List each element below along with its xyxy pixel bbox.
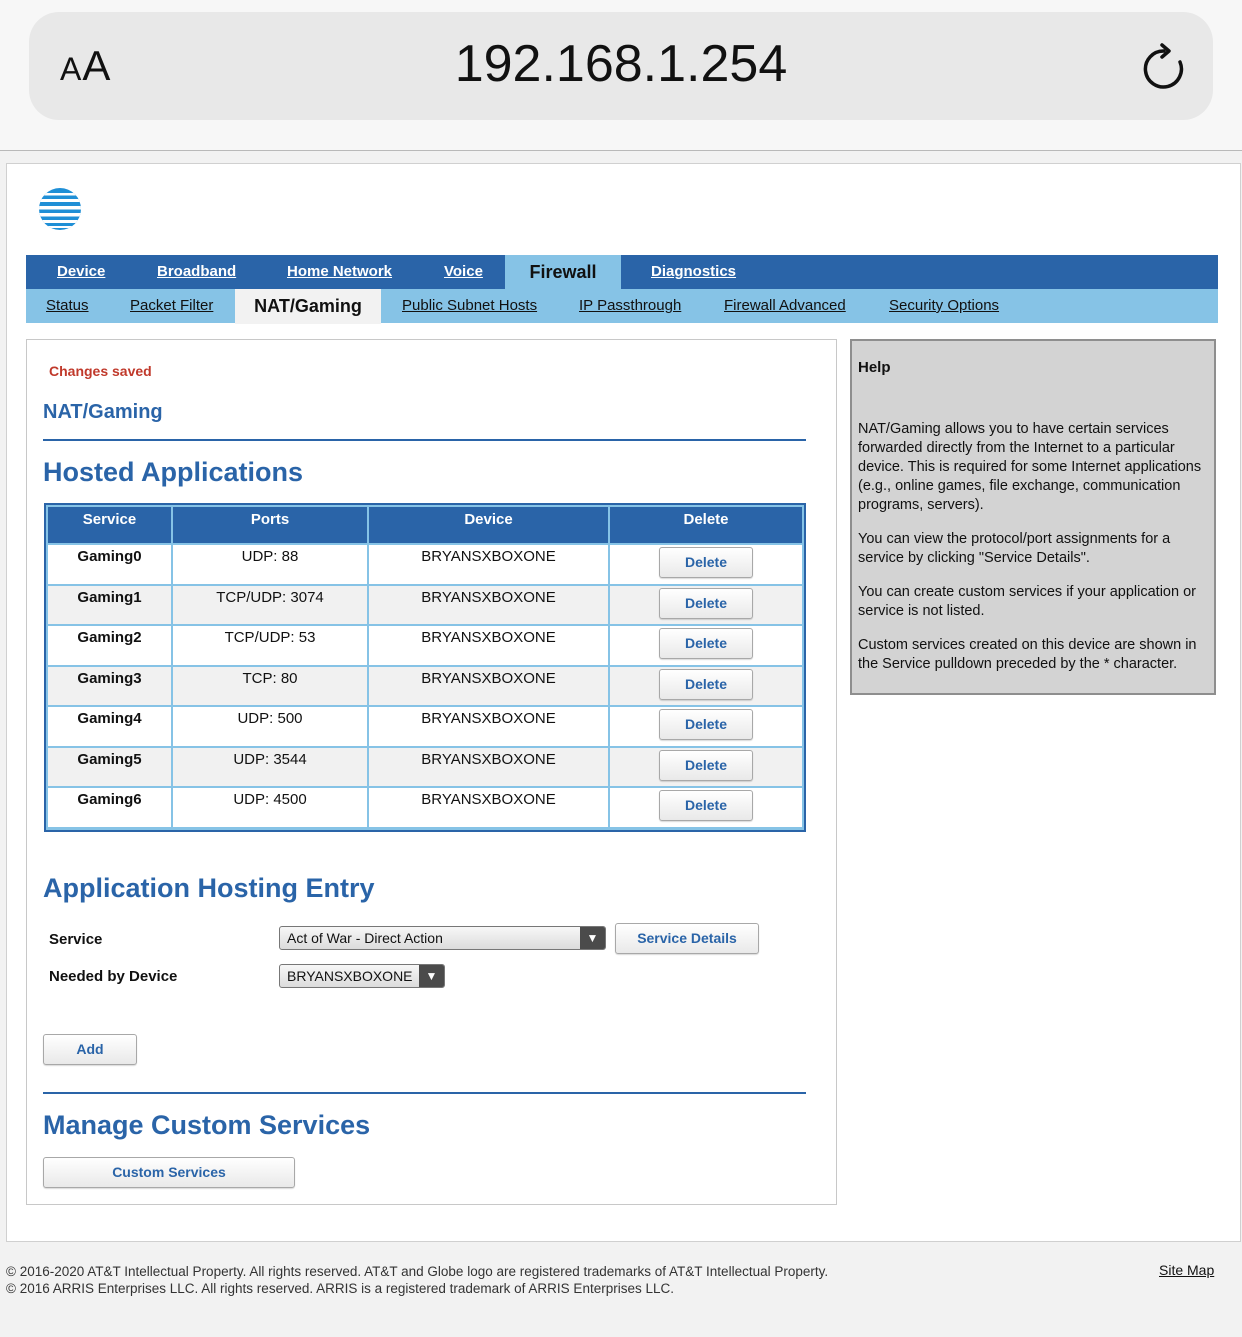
att-globe-logo bbox=[38, 187, 82, 231]
device-cell: BRYANSXBOXONE bbox=[369, 586, 608, 625]
router-page bbox=[6, 163, 1241, 1242]
site-map-link[interactable]: Site Map bbox=[1159, 1262, 1215, 1278]
service-cell: Gaming4 bbox=[48, 707, 171, 746]
ports-cell: UDP: 500 bbox=[173, 707, 367, 746]
service-cell: Gaming3 bbox=[48, 667, 171, 706]
nav-firewall[interactable]: Firewall bbox=[505, 255, 621, 289]
nav-broadband[interactable]: Broadband bbox=[157, 263, 237, 280]
ports-cell: UDP: 88 bbox=[173, 545, 367, 584]
delete-button[interactable]: Delete bbox=[659, 709, 753, 740]
help-panel bbox=[850, 339, 1216, 695]
footer-copyright bbox=[6, 1263, 828, 1297]
subnav-firewall-advanced[interactable]: Firewall Advanced bbox=[724, 297, 846, 314]
service-cell: Gaming5 bbox=[48, 748, 171, 787]
subnav-nat-gaming[interactable]: NAT/Gaming bbox=[235, 289, 381, 324]
device-cell: BRYANSXBOXONE bbox=[369, 626, 608, 665]
table-row bbox=[48, 545, 802, 584]
column-header-ports: Ports bbox=[173, 507, 367, 543]
delete-button[interactable]: Delete bbox=[659, 750, 753, 781]
custom-services-button[interactable]: Custom Services bbox=[43, 1157, 295, 1188]
device-select[interactable] bbox=[279, 964, 445, 988]
hosted-applications-table bbox=[44, 503, 806, 832]
nav-home-network[interactable]: Home Network bbox=[287, 263, 393, 280]
help-body bbox=[858, 420, 1216, 689]
subnav-public-subnet-hosts[interactable]: Public Subnet Hosts bbox=[402, 297, 538, 314]
subnav-status[interactable]: Status bbox=[46, 297, 89, 314]
needed-by-device-label: Needed by Device bbox=[49, 968, 178, 985]
help-paragraph: You can view the protocol/port assignments for a service by clicking "Service Details". bbox=[858, 531, 1171, 566]
service-cell: Gaming6 bbox=[48, 788, 171, 827]
help-paragraph: Custom services created on this device are shown in the Service pulldown preceded by the * character. bbox=[858, 637, 1197, 672]
reload-icon[interactable] bbox=[1139, 42, 1189, 92]
table-row bbox=[48, 748, 802, 787]
url-text[interactable]: 192.168.1.254 bbox=[454, 35, 788, 93]
table-row bbox=[48, 586, 802, 625]
device-cell: BRYANSXBOXONE bbox=[369, 707, 608, 746]
dropdown-arrow-icon: ▼ bbox=[580, 927, 605, 949]
hosted-applications-title: Hosted Applications bbox=[43, 457, 304, 487]
ports-cell: TCP/UDP: 3074 bbox=[173, 586, 367, 625]
help-title: Help bbox=[858, 359, 891, 376]
delete-cell bbox=[610, 545, 802, 584]
service-cell: Gaming1 bbox=[48, 586, 171, 625]
delete-button[interactable]: Delete bbox=[659, 790, 753, 821]
column-header-device: Device bbox=[369, 507, 608, 543]
subnav-ip-passthrough[interactable]: IP Passthrough bbox=[579, 297, 682, 314]
delete-cell bbox=[610, 707, 802, 746]
browser-toolbar bbox=[0, 0, 1242, 151]
ports-cell: UDP: 4500 bbox=[173, 788, 367, 827]
help-paragraph: NAT/Gaming allows you to have certain services forwarded directly from the Internet to a particular device. This is required for some Internet applications (e.g., online games, file exchange, communication programs, servers). bbox=[858, 421, 1202, 513]
column-header-service: Service bbox=[48, 507, 171, 543]
divider bbox=[43, 1092, 806, 1094]
subnav-security-options[interactable]: Security Options bbox=[889, 297, 1000, 314]
help-paragraph: You can create custom services if your application or service is not listed. bbox=[858, 584, 1196, 619]
ports-cell: TCP/UDP: 53 bbox=[173, 626, 367, 665]
ports-cell: TCP: 80 bbox=[173, 667, 367, 706]
nav-device[interactable]: Device bbox=[57, 263, 106, 280]
ports-cell: UDP: 3544 bbox=[173, 748, 367, 787]
delete-cell bbox=[610, 586, 802, 625]
column-header-delete: Delete bbox=[610, 507, 802, 543]
status-message: Changes saved bbox=[49, 363, 152, 379]
manage-custom-services-title: Manage Custom Services bbox=[43, 1110, 371, 1140]
divider bbox=[43, 439, 806, 441]
delete-cell bbox=[610, 667, 802, 706]
service-label: Service bbox=[49, 931, 103, 948]
nav-diagnostics[interactable]: Diagnostics bbox=[651, 263, 737, 280]
secondary-nav bbox=[26, 289, 1218, 323]
delete-cell bbox=[610, 788, 802, 827]
device-cell: BRYANSXBOXONE bbox=[369, 788, 608, 827]
page-title: NAT/Gaming bbox=[43, 401, 163, 423]
application-hosting-entry-title: Application Hosting Entry bbox=[43, 873, 375, 903]
table-row bbox=[48, 667, 802, 706]
primary-nav bbox=[26, 255, 1218, 289]
text-size-small-a: A bbox=[60, 51, 83, 87]
nav-voice[interactable]: Voice bbox=[444, 263, 483, 280]
dropdown-arrow-icon: ▼ bbox=[419, 965, 444, 987]
add-button[interactable]: Add bbox=[43, 1034, 137, 1065]
service-details-button[interactable]: Service Details bbox=[615, 923, 759, 954]
table-row bbox=[48, 707, 802, 746]
content-panel bbox=[26, 339, 837, 1205]
table-row bbox=[48, 626, 802, 665]
service-cell: Gaming0 bbox=[48, 545, 171, 584]
subnav-packet-filter[interactable]: Packet Filter bbox=[130, 297, 214, 314]
delete-cell bbox=[610, 626, 802, 665]
device-cell: BRYANSXBOXONE bbox=[369, 748, 608, 787]
service-cell: Gaming2 bbox=[48, 626, 171, 665]
table-row bbox=[48, 788, 802, 827]
delete-button[interactable]: Delete bbox=[659, 547, 753, 578]
delete-button[interactable]: Delete bbox=[659, 669, 753, 700]
device-cell: BRYANSXBOXONE bbox=[369, 667, 608, 706]
delete-button[interactable]: Delete bbox=[659, 628, 753, 659]
device-select-value: BRYANSXBOXONE bbox=[287, 968, 413, 984]
text-size-large-a: A bbox=[82, 42, 112, 89]
delete-cell bbox=[610, 748, 802, 787]
footer-line-att: © 2016-2020 AT&T Intellectual Property. All rights reserved. AT&T and Globe logo are registered trademarks of AT&T Intellectual Property. bbox=[6, 1264, 829, 1279]
delete-button[interactable]: Delete bbox=[659, 588, 753, 619]
footer-line-arris: © 2016 ARRIS Enterprises LLC. All rights reserved. ARRIS is a registered trademark of ARRIS Enterprises LLC. bbox=[6, 1281, 674, 1296]
service-select-value: Act of War - Direct Action bbox=[287, 930, 443, 946]
service-select[interactable] bbox=[279, 926, 606, 950]
address-bar[interactable] bbox=[29, 12, 1213, 120]
device-cell: BRYANSXBOXONE bbox=[369, 545, 608, 584]
